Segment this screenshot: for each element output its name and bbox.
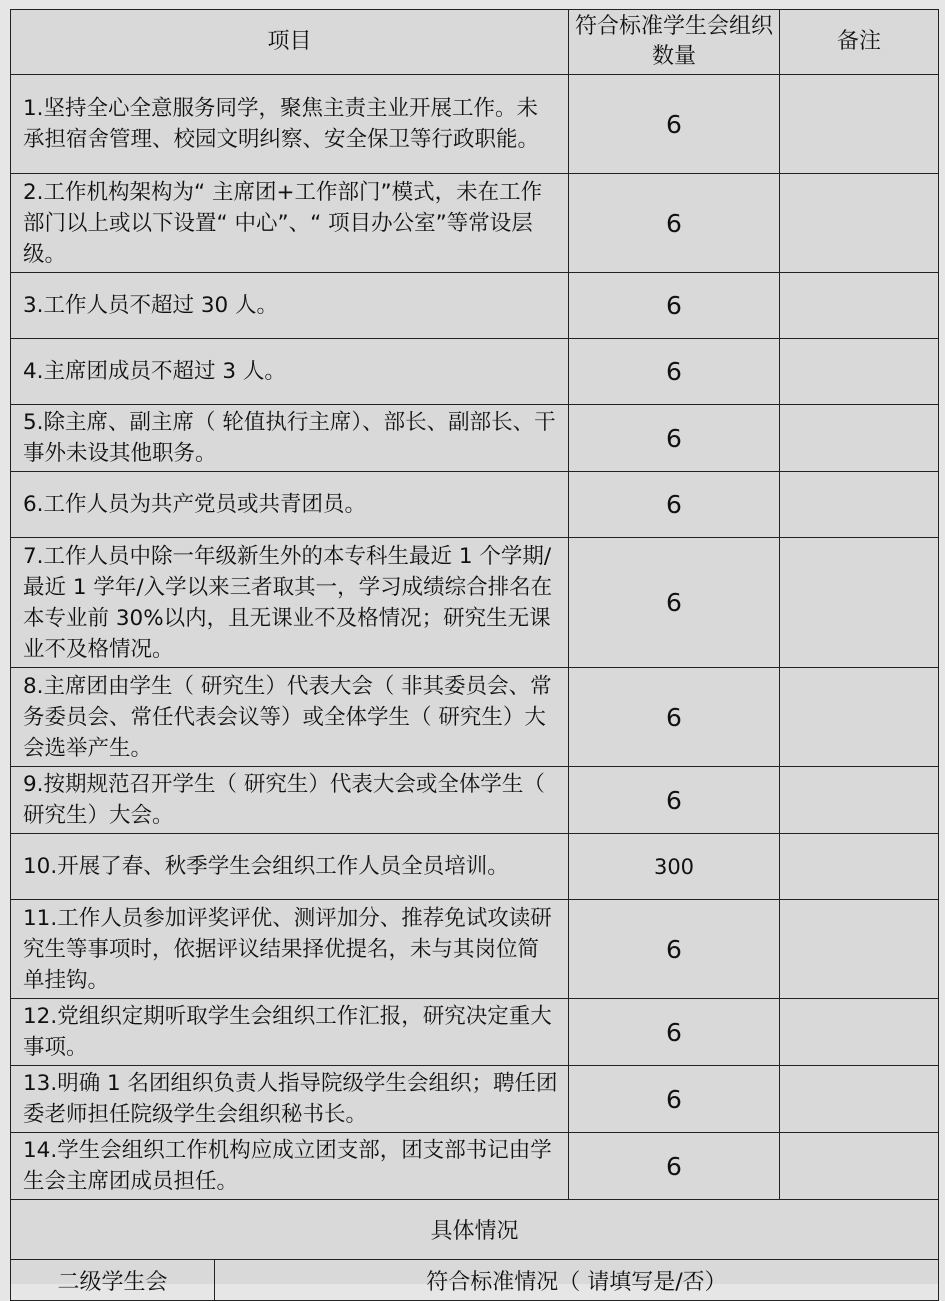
org-status-header-row — [11, 1260, 939, 1300]
row-note — [780, 834, 939, 900]
row-note — [780, 538, 939, 668]
row-item: 4.主席团成员不超过 3 人。 — [11, 339, 569, 405]
row-count: 6 — [569, 339, 780, 405]
row-note — [780, 1066, 939, 1133]
row-item: 12.党组织定期听取学生会组织工作汇报，研究决定重大事项。 — [11, 999, 569, 1066]
header-org: 二级学生会 — [11, 1260, 215, 1300]
standards-table — [10, 9, 939, 1260]
row-note — [780, 1133, 939, 1200]
table-row — [11, 1133, 939, 1200]
row-note — [780, 75, 939, 174]
row-count: 6 — [569, 472, 780, 538]
table-row — [11, 767, 939, 834]
header-note: 备注 — [780, 10, 939, 75]
header-status: 符合标准情况（ 请填写是/否） — [215, 1260, 939, 1300]
review-sheet — [10, 9, 938, 1296]
row-count: 6 — [569, 668, 780, 767]
table-row — [11, 405, 939, 472]
row-count: 6 — [569, 75, 780, 174]
row-item: 10.开展了春、秋季学生会组织工作人员全员培训。 — [11, 834, 569, 900]
row-note — [780, 273, 939, 339]
row-item: 11.工作人员参加评奖评优、测评加分、推荐免试攻读研究生等事项时，依据评议结果择优提名，未与其岗位简单挂钩。 — [11, 900, 569, 999]
detail-header: 具体情况 — [11, 1200, 939, 1260]
row-count: 6 — [569, 538, 780, 668]
row-note — [780, 472, 939, 538]
table-row — [11, 999, 939, 1066]
row-item: 3.工作人员不超过 30 人。 — [11, 273, 569, 339]
table-row — [11, 1066, 939, 1133]
table-row — [11, 75, 939, 174]
table-row — [11, 668, 939, 767]
row-count: 6 — [569, 900, 780, 999]
table-header-row — [11, 10, 939, 75]
row-note — [780, 767, 939, 834]
table-row — [11, 472, 939, 538]
row-count: 6 — [569, 999, 780, 1066]
row-note — [780, 339, 939, 405]
row-note — [780, 405, 939, 472]
row-item: 13.明确 1 名团组织负责人指导院级学生会组织；聘任团委老师担任院级学生会组织秘书长。 — [11, 1066, 569, 1133]
table-row — [11, 339, 939, 405]
table-row — [11, 538, 939, 668]
table-row — [11, 900, 939, 999]
row-count: 6 — [569, 1133, 780, 1200]
row-count: 6 — [569, 273, 780, 339]
table-row — [11, 834, 939, 900]
row-count: 300 — [569, 834, 780, 900]
table-row — [11, 273, 939, 339]
row-item: 7.工作人员中除一年级新生外的本专科生最近 1 个学期/最近 1 学年/入学以来三者取其一，学习成绩综合排名在本专业前 30%以内，且无课业不及格情况；研究生无课业不及格情况。 — [11, 538, 569, 668]
row-count: 6 — [569, 1066, 780, 1133]
row-note — [780, 174, 939, 273]
row-note — [780, 668, 939, 767]
header-item: 项目 — [11, 10, 569, 75]
row-note — [780, 900, 939, 999]
row-item: 14.学生会组织工作机构应成立团支部，团支部书记由学生会主席团成员担任。 — [11, 1133, 569, 1200]
detail-header-row — [11, 1200, 939, 1260]
row-item: 1.坚持全心全意服务同学，聚焦主责主业开展工作。未承担宿舍管理、校园文明纠察、安全保卫等行政职能。 — [11, 75, 569, 174]
org-status-table — [10, 1260, 939, 1301]
row-item: 2.工作机构架构为“ 主席团+工作部门”模式，未在工作部门以上或以下设置“ 中心”、“ 项目办公室”等常设层级。 — [11, 174, 569, 273]
table-row — [11, 174, 939, 273]
row-count: 6 — [569, 174, 780, 273]
row-count: 6 — [569, 405, 780, 472]
row-note — [780, 999, 939, 1066]
row-item: 6.工作人员为共产党员或共青团员。 — [11, 472, 569, 538]
header-count: 符合标准学生会组织数量 — [569, 10, 780, 75]
row-item: 5.除主席、副主席（ 轮值执行主席）、部长、副部长、干事外未设其他职务。 — [11, 405, 569, 472]
row-item: 9.按期规范召开学生（ 研究生）代表大会或全体学生（ 研究生）大会。 — [11, 767, 569, 834]
row-count: 6 — [569, 767, 780, 834]
row-item: 8.主席团由学生（ 研究生）代表大会（ 非其委员会、常务委员会、常任代表会议等）或全体学生（ 研究生）大会选举产生。 — [11, 668, 569, 767]
